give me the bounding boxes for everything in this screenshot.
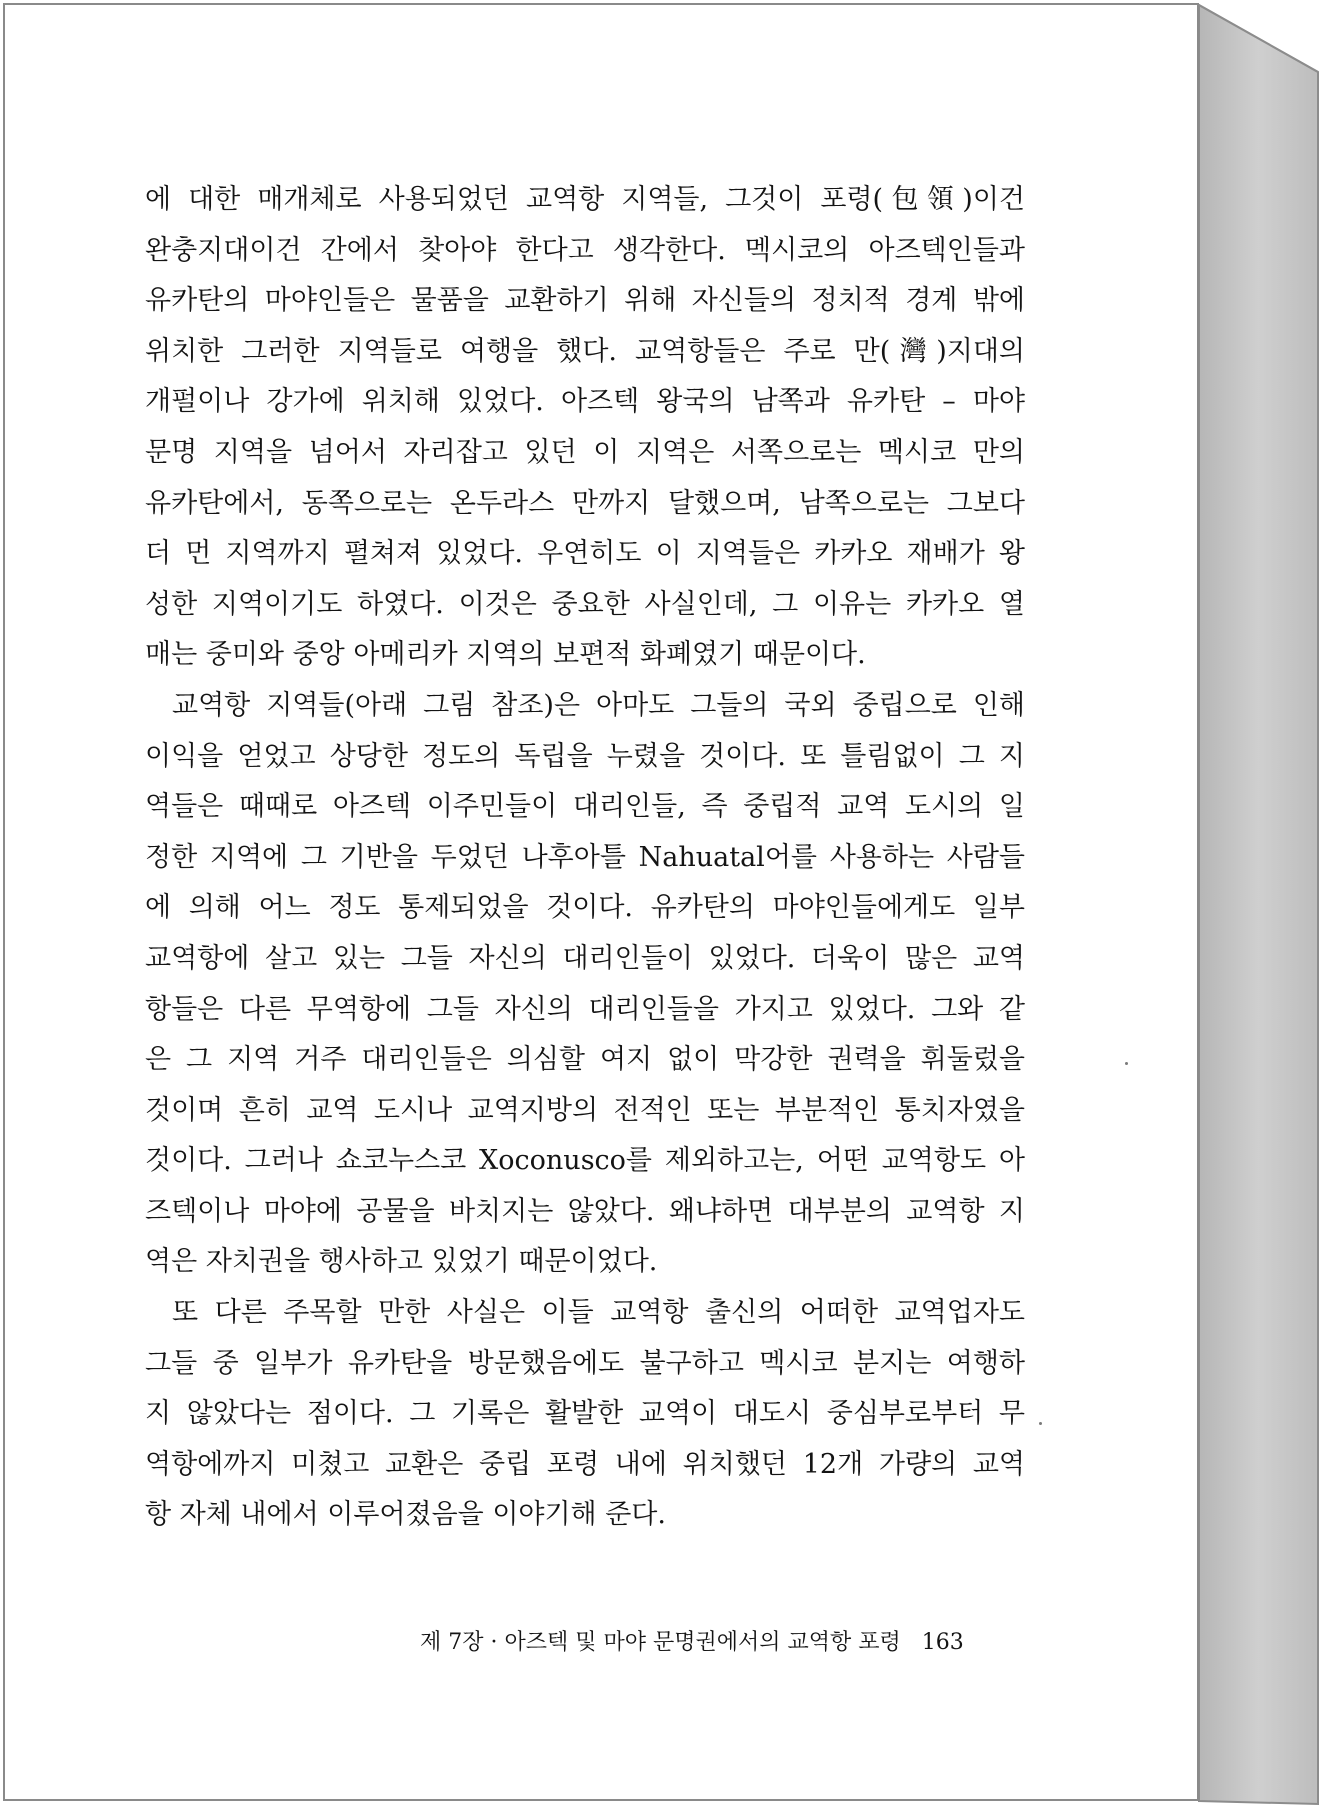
page-number: 163 (921, 1630, 964, 1655)
text-line: 역들은 때때로 아즈텍 이주민들이 대리인들, 즉 중립적 교역 도시의 일 (145, 791, 1025, 823)
text-line: 교역항에 살고 있는 그들 자신의 대리인들이 있었다. 더욱이 많은 교역 (145, 942, 1025, 974)
text-line: 교역항 지역들(아래 그림 참조)은 아마도 그들의 국외 중립으로 인해 (172, 689, 1025, 721)
text-line: 항들은 다른 무역항에 그들 자신의 대리인들을 가지고 있었다. 그와 같 (145, 993, 1025, 1025)
body-text (145, 175, 1025, 1541)
text-line: 위치한 그러한 지역들로 여행을 했다. 교역항들은 주로 만(灣)지대의 (145, 335, 1025, 367)
paragraph (145, 175, 1025, 681)
paragraph (145, 681, 1025, 1288)
text-line: 에 의해 어느 정도 통제되었을 것이다. 유카탄의 마야인들에게도 일부 (145, 892, 1025, 924)
text-line: 유카탄에서, 동쪽으로는 온두라스 만까지 달했으며, 남쪽으로는 그보다 (145, 487, 1025, 519)
text-line: 정한 지역에 그 기반을 두었던 나후아틀 Nahuatal어를 사용하는 사람들 (145, 841, 1025, 873)
text-line: 에 대한 매개체로 사용되었던 교역항 지역들, 그것이 포령(包領)이건 (145, 184, 1025, 215)
text-line: 또 다른 주목할 만한 사실은 이들 교역항 출신의 어떠한 교역업자도 (172, 1297, 1025, 1329)
text-line: 것이다. 그러나 쇼코누스코 Xoconusco를 제외하고는, 어떤 교역항도 아 (145, 1145, 1025, 1177)
text-line: 이익을 얻었고 상당한 정도의 독립을 누렸을 것이다. 또 틀림없이 그 지 (145, 740, 1025, 772)
text-line: 역은 자치권을 행사하고 있었기 때문이었다. (145, 1246, 658, 1278)
text-line: 역항에까지 미쳤고 교환은 중립 포령 내에 위치했던 12개 가량의 교역 (145, 1448, 1025, 1480)
paragraph (145, 1288, 1025, 1541)
book-spine-side (1199, 5, 1318, 1804)
scan-speck (1125, 1062, 1128, 1065)
text-line: 항 자체 내에서 이루어졌음을 이야기해 준다. (145, 1499, 666, 1531)
text-line: 완충지대이건 간에서 찾아야 한다고 생각한다. 멕시코의 아즈텍인들과 (145, 234, 1025, 266)
text-line: 문명 지역을 넘어서 자리잡고 있던 이 지역은 서쪽으로는 멕시코 만의 (145, 436, 1025, 468)
text-line: 매는 중미와 중앙 아메리카 지역의 보편적 화폐였기 때문이다. (145, 639, 866, 671)
text-line: 개펄이나 강가에 위치해 있었다. 아즈텍 왕국의 남쪽과 유카탄 – 마야 (145, 386, 1025, 418)
text-line: 지 않았다는 점이다. 그 기록은 활발한 교역이 대도시 중심부로부터 무 (145, 1398, 1025, 1430)
text-line: 그들 중 일부가 유카탄을 방문했음에도 불구하고 멕시코 분지는 여행하 (145, 1347, 1025, 1379)
scan-speck (1039, 1422, 1042, 1425)
running-footer (420, 1625, 1000, 1656)
chapter-title: 제 7장 · 아즈텍 및 마야 문명권에서의 교역항 포령 (420, 1630, 901, 1655)
text-line: 더 먼 지역까지 펼쳐져 있었다. 우연히도 이 지역들은 카카오 재배가 왕 (145, 538, 1025, 570)
text-line: 것이며 흔히 교역 도시나 교역지방의 전적인 또는 부분적인 통치자였을 (145, 1094, 1025, 1126)
text-line: 성한 지역이기도 하였다. 이것은 중요한 사실인데, 그 이유는 카카오 열 (145, 588, 1025, 620)
text-line: 은 그 지역 거주 대리인들은 의심할 여지 없이 막강한 권력을 휘둘렀을 (145, 1044, 1025, 1076)
page-sheet (3, 3, 1199, 1801)
text-line: 유카탄의 마야인들은 물품을 교환하기 위해 자신들의 정치적 경계 밖에 (145, 285, 1025, 317)
text-line: 즈텍이나 마야에 공물을 바치지는 않았다. 왜냐하면 대부분의 교역항 지 (145, 1195, 1025, 1227)
